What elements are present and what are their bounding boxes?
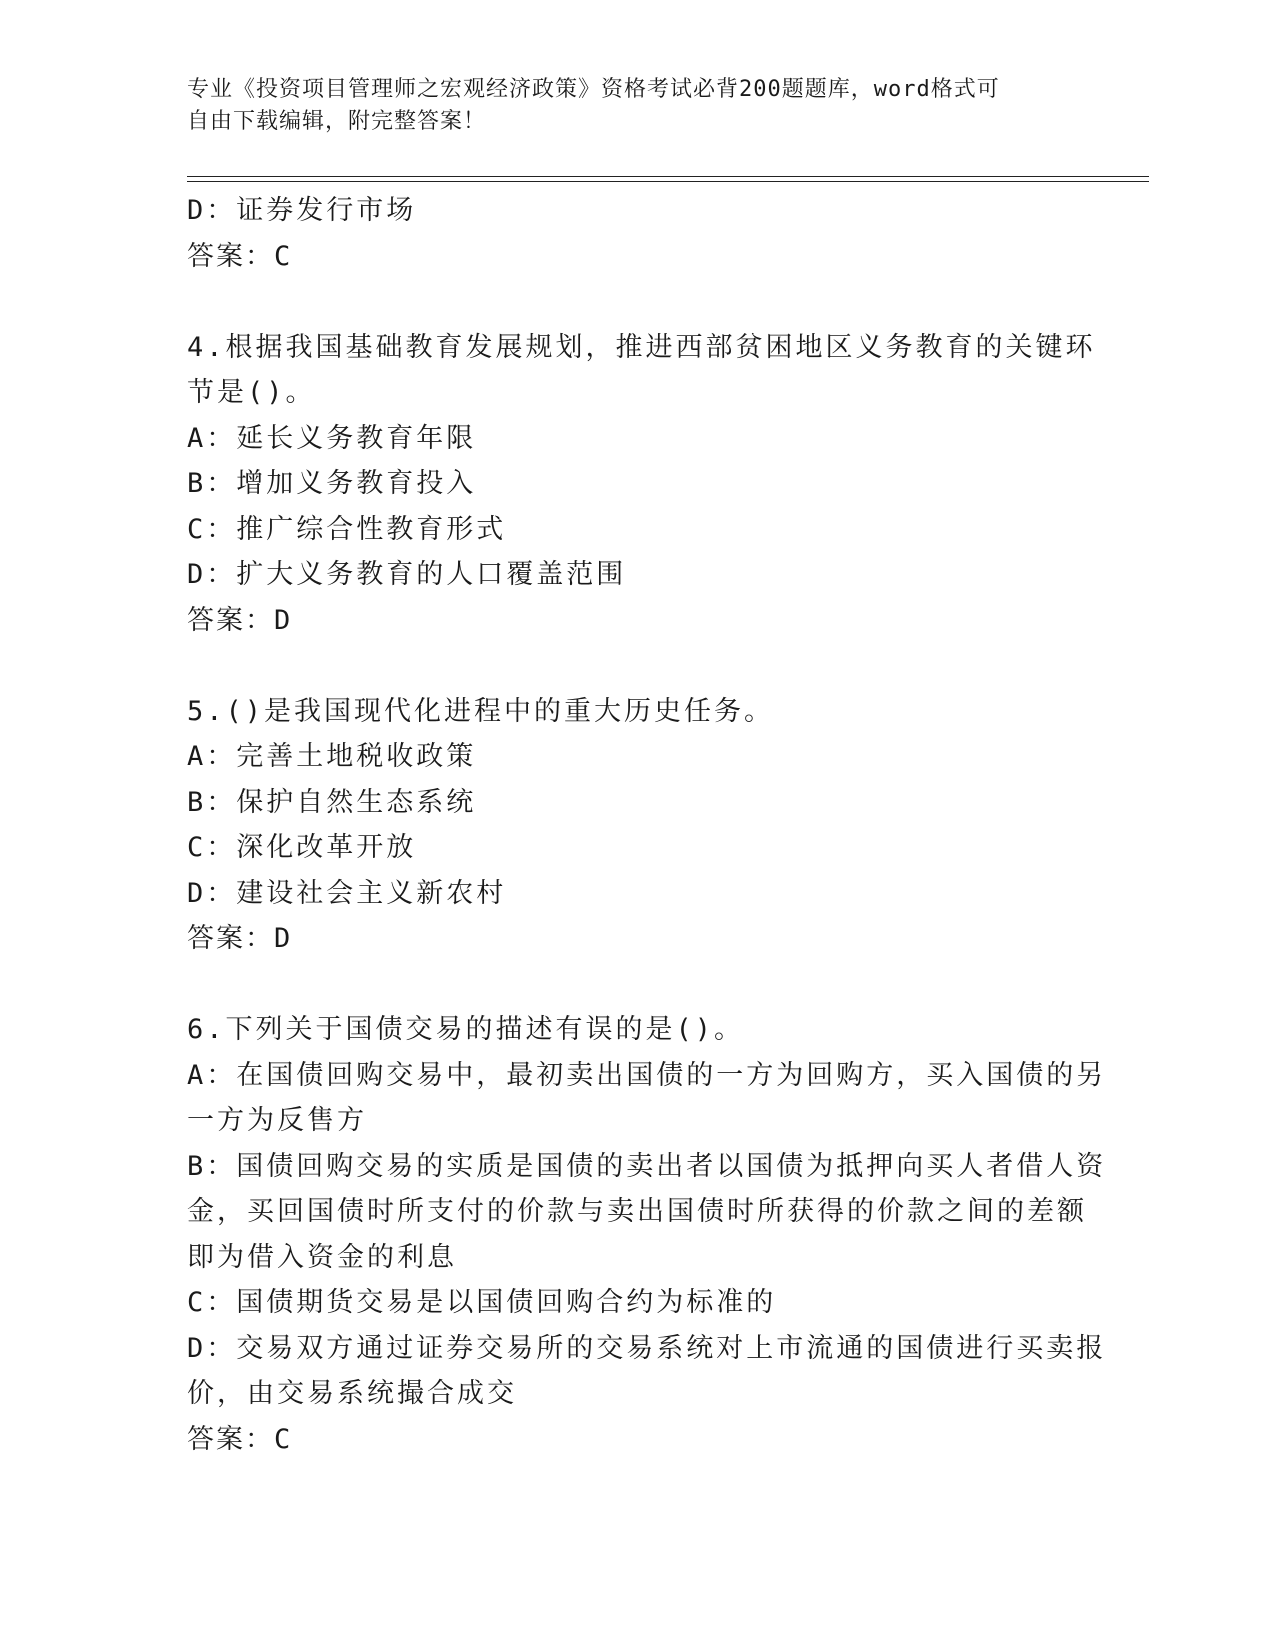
q6-option-c: C：国债期货交易是以国债回购合约为标准的 xyxy=(187,1287,777,1318)
q5-option-b: B：保护自然生态系统 xyxy=(187,786,477,818)
spacer xyxy=(187,279,1067,325)
spacer xyxy=(187,643,1067,689)
spacer xyxy=(187,962,1067,1008)
document-header xyxy=(187,74,1067,138)
header-rule-bottom xyxy=(187,181,1149,182)
q5-option-a: A：完善土地税收政策 xyxy=(187,741,477,772)
q6-option-d-line-1: D：交易双方通过证券交易所的交易系统对上市流通的国债进行买卖报 xyxy=(187,1332,1107,1364)
q5-answer: 答案：D xyxy=(187,923,293,954)
q4-stem-line-2: 节是()。 xyxy=(187,377,316,408)
q4-answer: 答案：D xyxy=(187,604,293,636)
q4-option-b: B：增加义务教育投入 xyxy=(187,468,477,499)
header-line-2: 自由下载编辑，附完整答案！ xyxy=(187,109,487,134)
q6-option-d-line-2: 价，由交易系统撮合成交 xyxy=(187,1378,517,1409)
header-rule-top xyxy=(187,176,1149,177)
prev-answer: 答案：C xyxy=(187,240,293,272)
q5-option-d: D：建设社会主义新农村 xyxy=(187,877,507,909)
q5-option-c: C：深化改革开放 xyxy=(187,832,417,863)
q5-stem: 5.()是我国现代化进程中的重大历史任务。 xyxy=(187,695,775,727)
question-4 xyxy=(187,325,1096,644)
q4-option-c: C：推广综合性教育形式 xyxy=(187,513,507,545)
q6-stem: 6.下列关于国债交易的描述有误的是()。 xyxy=(187,1014,745,1045)
prev-option-d: D：证券发行市场 xyxy=(187,195,417,226)
q4-stem-line-1: 4.根据我国基础教育发展规划，推进西部贫困地区义务教育的关键环 xyxy=(187,331,1096,363)
q6-option-b-line-1: B：国债回购交易的实质是国债的卖出者以国债为抵押向买人者借人资 xyxy=(187,1150,1107,1182)
question-6 xyxy=(187,1007,1107,1462)
q6-option-a-line-2: 一方为反售方 xyxy=(187,1105,367,1136)
header-line-1: 专业《投资项目管理师之宏观经济政策》资格考试必背200题题库，word格式可 xyxy=(187,77,1000,102)
q4-option-a: A：延长义务教育年限 xyxy=(187,422,477,454)
q6-option-b-line-3: 即为借入资金的利息 xyxy=(187,1241,457,1273)
q6-answer: 答案：C xyxy=(187,1423,293,1455)
q6-option-b-line-2: 金，买回国债时所支付的价款与卖出国债时所获得的价款之间的差额 xyxy=(187,1196,1087,1227)
q6-option-a-line-1: A：在国债回购交易中，最初卖出国债的一方为回购方，买入国债的另 xyxy=(187,1059,1107,1091)
question-list xyxy=(187,188,1107,1462)
q4-option-d: D：扩大义务教育的人口覆盖范围 xyxy=(187,559,627,590)
question-5 xyxy=(187,689,1067,962)
